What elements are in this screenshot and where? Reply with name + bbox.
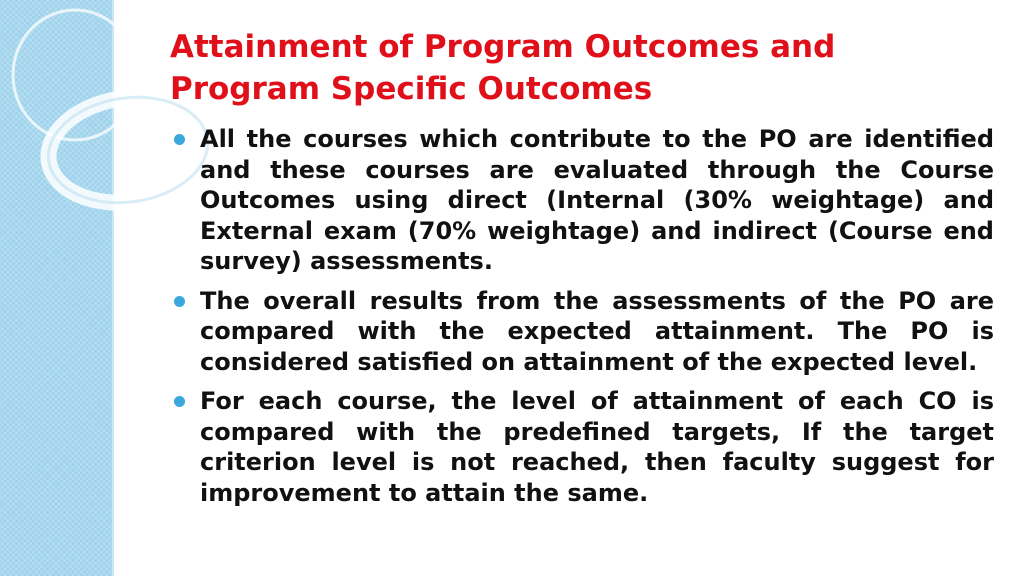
slide-title	[170, 26, 1000, 110]
bullet-text: For each course, the level of attainment of each CO is compared with the predefined targets, If the target criterion level is not reached, then faculty suggest for improvement to attain the same.	[200, 387, 994, 507]
bullet-list	[172, 124, 994, 517]
slide-title-line-1: Attainment of Program Outcomes and	[170, 29, 836, 65]
slide-title-line-2: Program Specific Outcomes	[170, 71, 653, 107]
bullet-item	[172, 124, 994, 277]
bullet-text: All the courses which contribute to the PO are identified and these courses are evaluated through the Course Outcomes using direct (Internal (30% weightage) and External exam (70% weightage) and indirect (Course end survey) assessments.	[200, 125, 994, 275]
bullet-item	[172, 386, 994, 508]
bullet-dot-icon	[174, 396, 185, 407]
bullet-dot-icon	[174, 296, 185, 307]
bullet-item	[172, 286, 994, 378]
bullet-dot-icon	[174, 134, 185, 145]
bullet-text: The overall results from the assessments of the PO are compared with the expected attainment. The PO is considered satisfied on attainment of the expected level.	[200, 286, 994, 376]
